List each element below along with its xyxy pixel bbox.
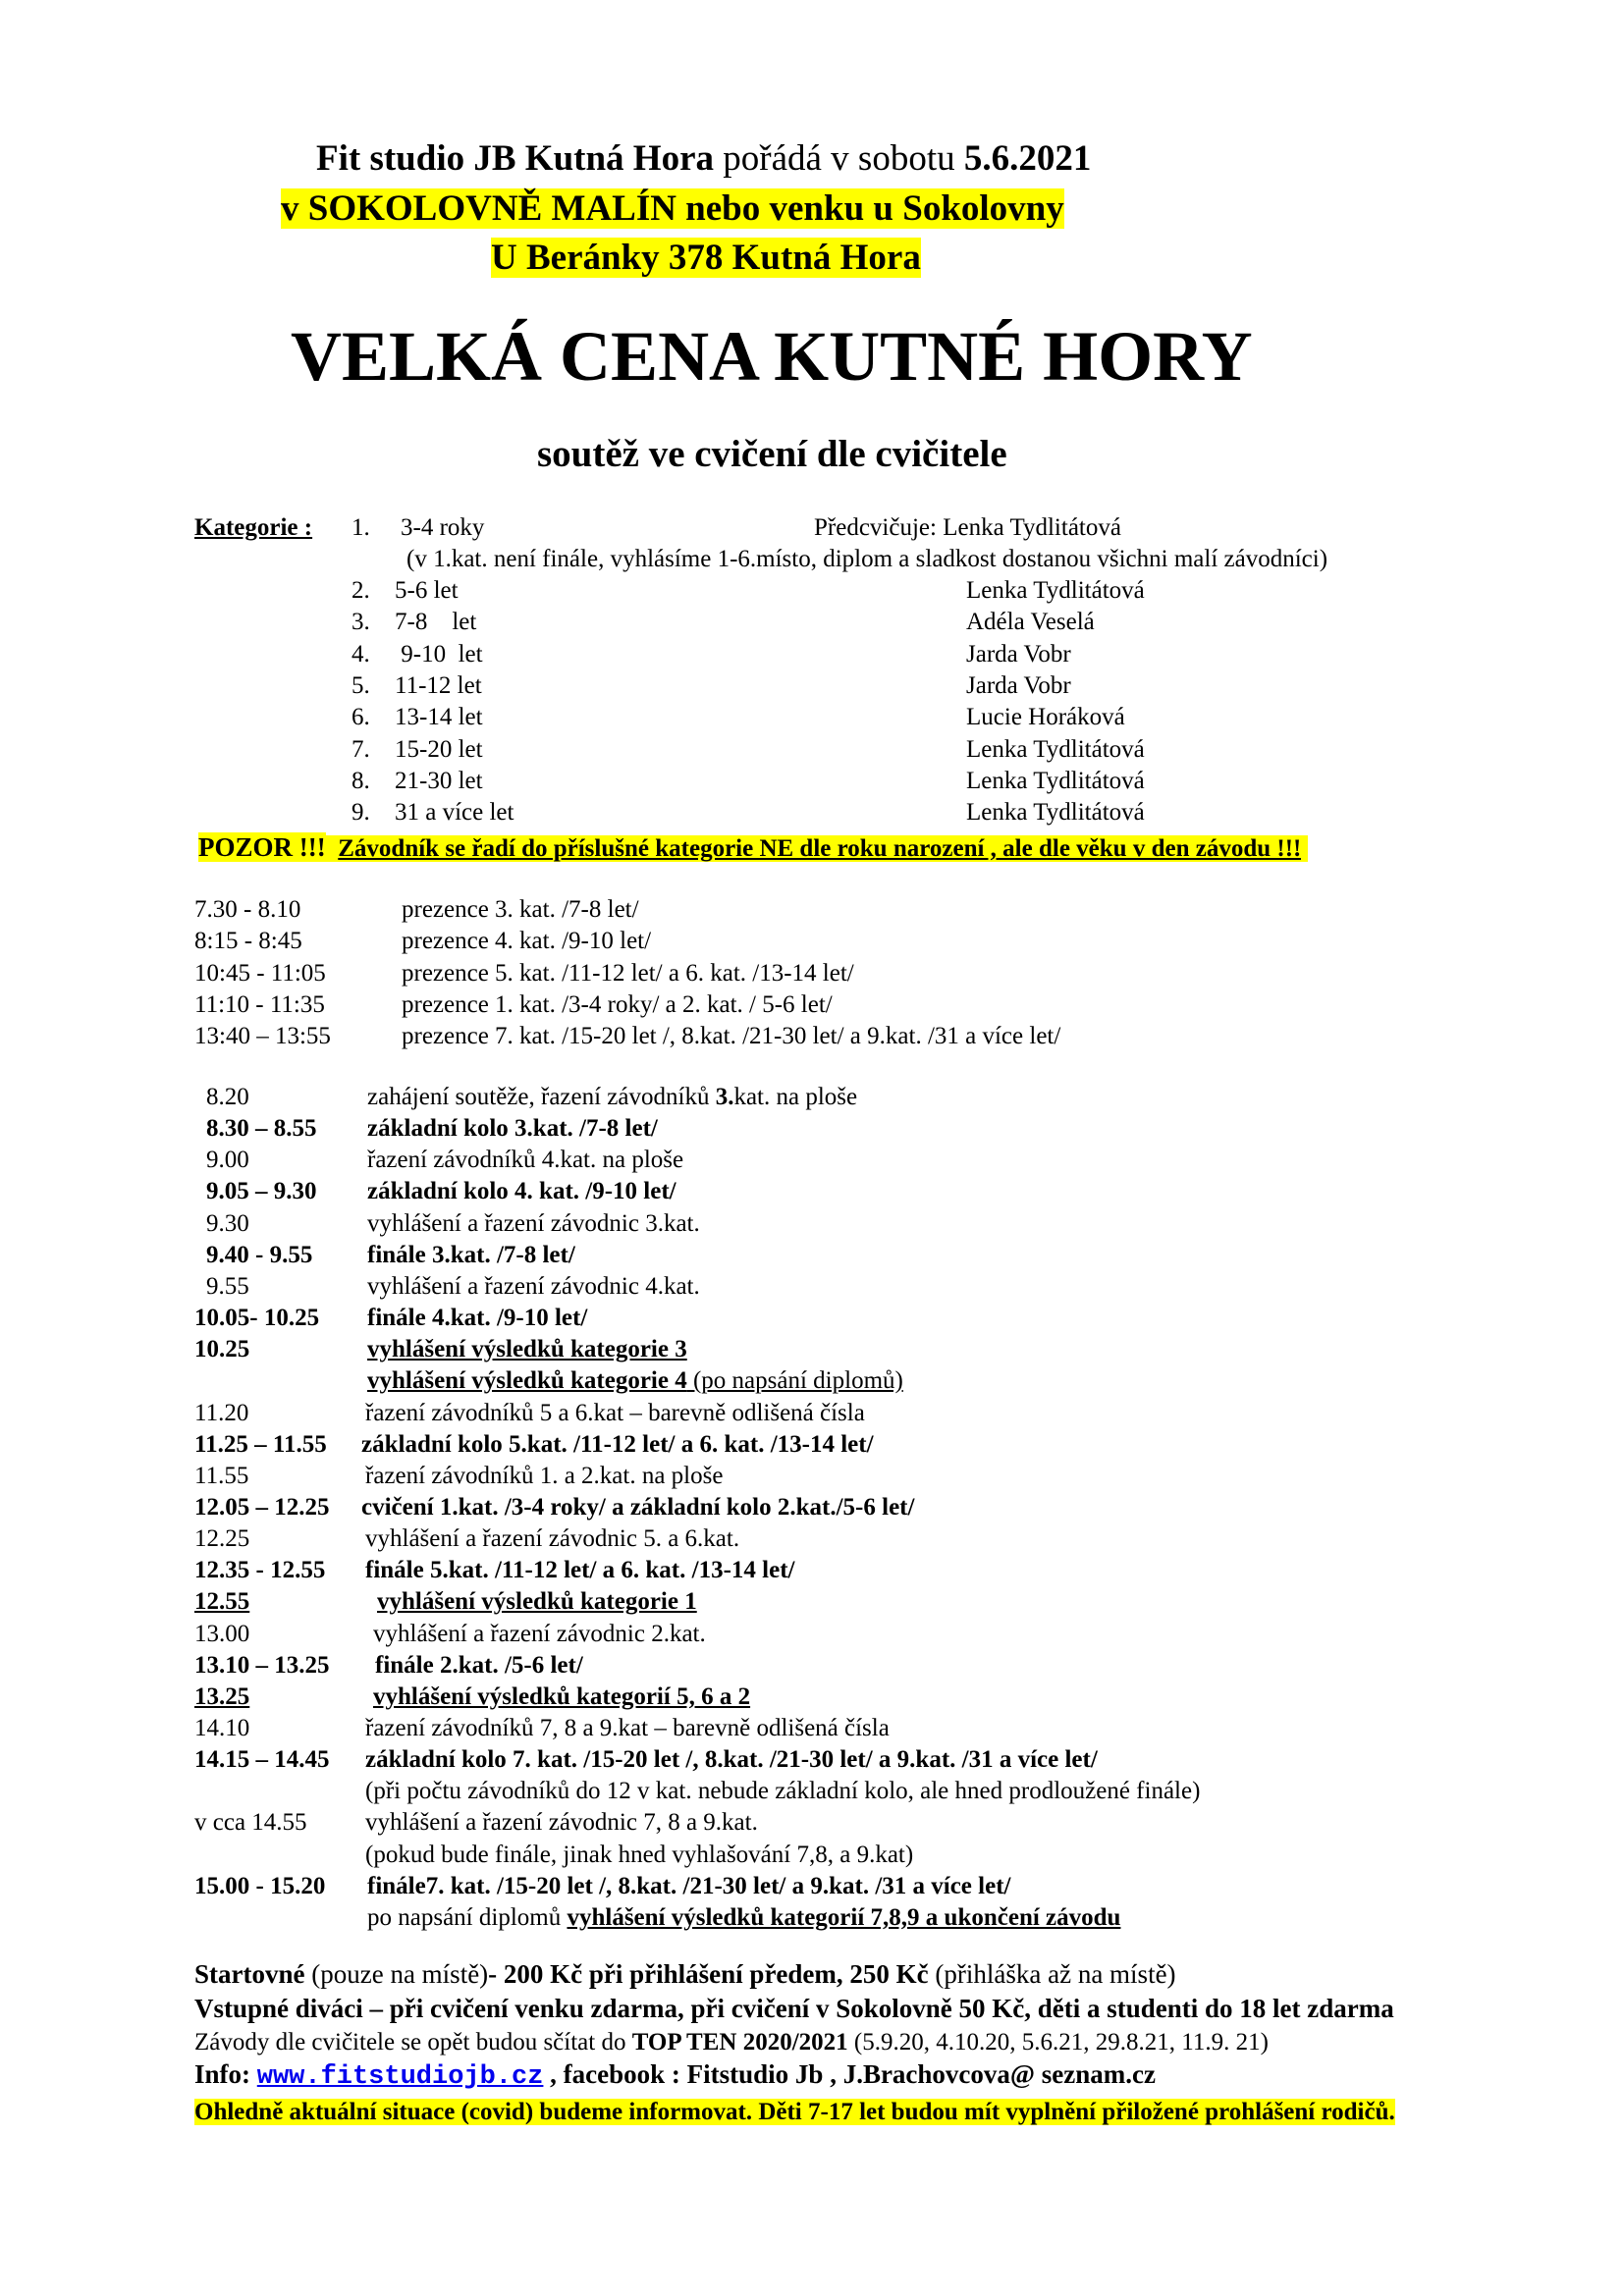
topten-text: Závody dle cvičitele se opět budou sčítat do <box>194 2029 632 2056</box>
start-fee-note: (pouze na místě) <box>304 1959 489 1989</box>
schedule-time: 15.00 - 15.20 <box>194 1872 326 1899</box>
category-age: 9-10 let <box>395 640 483 667</box>
schedule-time: 13.10 – 13.25 <box>194 1651 330 1679</box>
schedule-time: 8.30 – 8.55 <box>206 1115 317 1143</box>
schedule-text <box>365 1556 794 1585</box>
warning-text: Závodník se řadí do příslušné kategorie NE dle roku narození , ale dle věku v den závodu !!! <box>338 835 1302 862</box>
schedule-text-part: vyhlášení výsledků kategorie 3 <box>367 1336 687 1363</box>
covid-note <box>194 2098 1395 2127</box>
schedule-text <box>365 1777 1200 1806</box>
schedule-time: 12.35 - 12.55 <box>194 1557 326 1584</box>
address: U Beránky 378 Kutná Hora <box>491 238 921 278</box>
header-line3 <box>491 237 921 279</box>
category-age: 21-30 let <box>395 767 483 794</box>
category-age: 13-14 let <box>395 704 483 731</box>
category-num: 8. <box>352 767 370 794</box>
schedule-text-part: vyhlášení a řazení závodnic 5. a 6.kat. <box>365 1525 740 1553</box>
header-mid: pořádá v sobotu <box>714 138 964 179</box>
schedule-text-part: po napsání diplomů <box>367 1903 568 1931</box>
schedule-text-part: řazení závodníků 1. a 2.kat. na ploše <box>365 1462 724 1489</box>
schedule-time: 9.00 <box>206 1147 249 1174</box>
registration-time: 13:40 – 13:55 <box>194 1023 331 1050</box>
topten-name: TOP TEN 2020/2021 <box>631 2029 848 2056</box>
schedule-text-part: základní kolo 4. kat. /9-10 let/ <box>367 1178 676 1205</box>
category-age: 5-6 let <box>395 577 459 604</box>
schedule-time: 10.05- 10.25 <box>194 1305 320 1332</box>
schedule-text <box>365 1524 739 1554</box>
schedule-time: 9.30 <box>206 1209 249 1237</box>
organizer-name: Fit studio JB Kutná Hora <box>316 138 714 179</box>
schedule-text-part: vyhlášení a řazení závodnic 7, 8 a 9.kat. <box>365 1809 758 1837</box>
category-note: (v 1.kat. není finále, vyhlásíme 1-6.místo, diplom a sladkost dostanou všichni malí závodníci) <box>406 546 1328 572</box>
schedule-text-part: 3. <box>715 1084 734 1110</box>
schedule-text <box>367 1872 1010 1901</box>
schedule-text-part: zahájení soutěže, řazení závodníků <box>367 1084 716 1110</box>
category-age: 7-8 let <box>395 609 477 636</box>
info-contacts: , facebook : Fitstudio Jb , J.Brachovcova@ seznam.cz <box>543 2059 1156 2089</box>
start-fee-price: - 200 Kč při přihlášení předem, 250 Kč <box>488 1959 929 1989</box>
schedule-text-part: základní kolo 5.kat. /11-12 let/ a 6. kat. /13-14 let/ <box>361 1430 874 1458</box>
schedule-text <box>361 1493 914 1522</box>
schedule-text-part: základní kolo 7. kat. /15-20 let /, 8.kat. /21-30 let/ a 9.kat. /31 a více let/ <box>365 1746 1098 1774</box>
schedule-text-part: základní kolo 3.kat. /7-8 let/ <box>367 1115 658 1143</box>
schedule-text-part: (při počtu závodníků do 12 v kat. nebude základní kolo, ale hned prodloužené finále) <box>365 1778 1201 1805</box>
schedule-text <box>373 1682 750 1712</box>
registration-text: prezence 4. kat. /9-10 let/ <box>402 928 652 955</box>
schedule-time: 14.15 – 14.45 <box>194 1746 330 1774</box>
category-age: 31 a více let <box>395 799 514 827</box>
schedule-text-part: (pokud bude finále, jinak hned vyhlašování 7,8, a 9.kat) <box>365 1841 914 1868</box>
schedule-text-part: finále 2.kat. /5-6 let/ <box>375 1651 583 1679</box>
schedule-time: 14.10 <box>194 1715 250 1741</box>
category-num: 7. <box>352 735 370 763</box>
registration-time: 11:10 - 11:35 <box>194 990 325 1018</box>
warning-pozor: POZOR !!! <box>198 832 326 862</box>
schedule-text-part: vyhlášení a řazení závodnic 2.kat. <box>373 1620 706 1647</box>
info-line <box>194 2059 1156 2092</box>
schedule-time: 11.25 – 11.55 <box>194 1430 327 1458</box>
schedule-time: 8.20 <box>206 1084 249 1110</box>
schedule-time: 10.25 <box>194 1336 250 1363</box>
topten-dates: (5.9.20, 4.10.20, 5.6.21, 29.8.21, 11.9. 21) <box>847 2029 1269 2056</box>
categories-label: Kategorie : <box>194 514 313 541</box>
schedule-time: 11.20 <box>194 1399 249 1426</box>
schedule-time: 9.40 - 9.55 <box>206 1241 313 1268</box>
schedule-time: 11.55 <box>194 1462 249 1489</box>
schedule-time: 13.00 <box>194 1620 250 1647</box>
category-num: 9. <box>352 799 370 827</box>
website-link[interactable]: www.fitstudiojb.cz <box>256 2062 544 2092</box>
schedule-time: 9.55 <box>206 1272 249 1300</box>
schedule-text <box>365 1714 890 1743</box>
category-age: 3-4 roky <box>401 514 485 541</box>
category-num: 1. <box>352 514 370 541</box>
schedule-time: 12.25 <box>194 1525 250 1553</box>
schedule-text-part: vyhlášení výsledků kategorie 4 <box>367 1367 687 1395</box>
schedule-text-part: finále7. kat. /15-20 let /, 8.kat. /21-30 let/ a 9.kat. /31 a více let/ <box>367 1872 1011 1899</box>
category-instructor: Lenka Tydlitátová <box>966 577 1145 604</box>
schedule-time: 12.55 <box>194 1588 250 1616</box>
category-num: 4. <box>352 640 370 667</box>
venue: v SOKOLOVNĚ MALÍN nebo venku u Sokolovny <box>281 188 1064 229</box>
registration-text: prezence 7. kat. /15-20 let /, 8.kat. /21-30 let/ a 9.kat. /31 a více let/ <box>402 1023 1061 1050</box>
schedule-text <box>367 1114 658 1144</box>
schedule-text-part: vyhlášení výsledků kategorií 7,8,9 a ukončení závodu <box>567 1903 1121 1931</box>
page-subtitle: soutěž ve cvičení dle cvičitele <box>537 433 1007 475</box>
category-instructor: Lenka Tydlitátová <box>966 735 1145 763</box>
schedule-text-part: finále 4.kat. /9-10 let/ <box>367 1305 588 1332</box>
event-date: 5.6.2021 <box>963 138 1092 179</box>
schedule-text <box>367 1146 683 1175</box>
schedule-text <box>367 1241 575 1270</box>
registration-time: 8:15 - 8:45 <box>194 928 302 955</box>
category-instructor: Adéla Veselá <box>966 609 1095 636</box>
schedule-text <box>373 1620 706 1649</box>
warning-line <box>198 832 1308 864</box>
registration-time: 7.30 - 8.10 <box>194 896 301 923</box>
category-instructor: Jarda Vobr <box>966 640 1071 667</box>
category-num: 6. <box>352 704 370 731</box>
category-num: 5. <box>352 671 370 699</box>
covid-text: Ohledně aktuální situace (covid) budeme informovat. Děti 7-17 let budou mít vyplnění přiložené prohlášení rodičů. <box>194 2099 1395 2125</box>
schedule-text-part: vyhlášení a řazení závodnic 4.kat. <box>367 1272 700 1300</box>
schedule-text-part: cvičení 1.kat. /3-4 roky/ a základní kolo 2.kat./5-6 let/ <box>361 1493 915 1521</box>
schedule-text-part: vyhlášení výsledků kategorie 1 <box>377 1588 697 1616</box>
schedule-text <box>365 1399 865 1428</box>
schedule-text <box>365 1808 758 1838</box>
schedule-time: 12.05 – 12.25 <box>194 1493 330 1521</box>
schedule-text <box>367 1903 1120 1933</box>
schedule-text <box>365 1462 723 1491</box>
schedule-text <box>367 1209 700 1239</box>
category-instructor: Jarda Vobr <box>966 671 1071 699</box>
schedule-text <box>365 1841 913 1870</box>
schedule-text <box>367 1272 700 1302</box>
category-age: 15-20 let <box>395 735 483 763</box>
schedule-text-part: finále 5.kat. /11-12 let/ a 6. kat. /13-14 let/ <box>365 1557 795 1584</box>
schedule-time: 13.25 <box>194 1682 250 1710</box>
instructor-label-text: Předcvičuje: <box>814 514 937 541</box>
registration-text: prezence 1. kat. /3-4 roky/ a 2. kat. / 5-6 let/ <box>402 990 833 1018</box>
category-instructor: Lucie Horáková <box>966 704 1125 731</box>
category-instructor: Lenka Tydlitátová <box>966 799 1145 827</box>
page-title: VELKÁ CENA KUTNÉ HORY <box>291 317 1253 396</box>
schedule-text-part: finále 3.kat. /7-8 let/ <box>367 1241 575 1268</box>
schedule-text-part: (po napsání diplomů) <box>686 1367 903 1395</box>
schedule-text <box>367 1335 687 1364</box>
instructor-label <box>814 513 1121 543</box>
schedule-text-part: kat. na ploše <box>733 1084 858 1110</box>
schedule-time: 9.05 – 9.30 <box>206 1178 317 1205</box>
start-fee <box>194 1959 1176 1990</box>
category-instructor: Lenka Tydlitátová <box>966 767 1145 794</box>
category-num: 3. <box>352 609 370 636</box>
start-fee-note2: (přihláška až na místě) <box>928 1959 1176 1989</box>
category-instructor: Lenka Tydlitátová <box>943 514 1121 541</box>
schedule-text-part: vyhlášení výsledků kategorií 5, 6 a 2 <box>373 1682 751 1710</box>
schedule-text-part: řazení závodníků 4.kat. na ploše <box>367 1147 684 1174</box>
schedule-text-part: řazení závodníků 7, 8 a 9.kat – barevně odlišená čísla <box>365 1715 890 1741</box>
schedule-text <box>367 1083 857 1112</box>
schedule-time: v cca 14.55 <box>194 1809 307 1837</box>
schedule-text-part: řazení závodníků 5 a 6.kat – barevně odlišená čísla <box>365 1399 865 1426</box>
schedule-text <box>367 1304 587 1333</box>
header-line1 <box>316 137 1091 180</box>
category-age: 11-12 let <box>395 671 482 699</box>
schedule-text <box>375 1651 583 1681</box>
schedule-text <box>377 1587 697 1617</box>
registration-text: prezence 3. kat. /7-8 let/ <box>402 896 639 923</box>
schedule-text <box>367 1177 676 1206</box>
info-label: Info: <box>194 2059 257 2089</box>
schedule-text <box>365 1745 1098 1775</box>
registration-time: 10:45 - 11:05 <box>194 959 326 987</box>
schedule-text-part: vyhlášení a řazení závodnic 3.kat. <box>367 1209 700 1237</box>
category-num: 2. <box>352 577 370 604</box>
header-line2 <box>281 187 1064 230</box>
topten-line <box>194 2028 1269 2057</box>
registration-text: prezence 5. kat. /11-12 let/ a 6. kat. /13-14 let/ <box>402 959 854 987</box>
start-fee-label: Startovné <box>194 1959 305 1989</box>
schedule-text <box>361 1430 874 1460</box>
schedule-text <box>367 1366 903 1396</box>
entry-fee: Vstupné diváci – při cvičení venku zdarma, při cvičení v Sokolovně 50 Kč, děti a studenti do 18 let zdarma <box>194 1994 1394 2023</box>
